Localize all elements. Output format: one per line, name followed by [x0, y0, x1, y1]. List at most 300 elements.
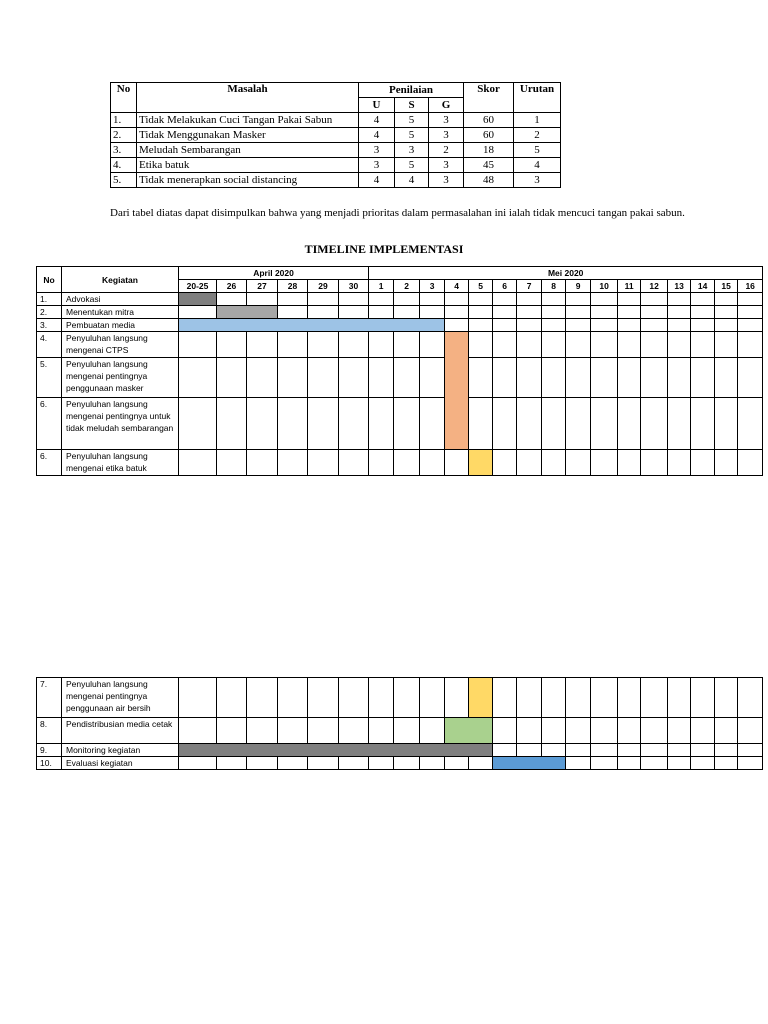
header-s: S [395, 98, 429, 113]
timeline-cell [445, 450, 469, 476]
timeline-cell [641, 306, 668, 319]
timeline-cell [420, 358, 445, 398]
timeline-cell [445, 757, 469, 770]
timeline-cell [493, 450, 517, 476]
timeline-cell [618, 450, 641, 476]
timeline-bar [445, 332, 469, 450]
timeline-cell [308, 306, 339, 319]
priority-cell-urutan: 5 [514, 143, 561, 158]
timeline-activity: Menentukan mitra [62, 306, 179, 319]
timeline-cell [339, 358, 369, 398]
priority-cell-no: 4. [111, 158, 137, 173]
timeline-cell [738, 358, 763, 398]
timeline-cell [715, 306, 738, 319]
timeline-cell [247, 678, 278, 718]
priority-cell-skor: 60 [464, 113, 514, 128]
timeline-cell [715, 757, 738, 770]
priority-row [111, 143, 561, 158]
timeline-cell [339, 332, 369, 358]
timeline-cell [308, 293, 339, 306]
timeline-row [37, 678, 763, 718]
timeline-cell [715, 332, 738, 358]
timeline-cell [517, 306, 542, 319]
timeline-cell [278, 398, 308, 450]
priority-cell-masalah: Tidak Menggunakan Masker [137, 128, 359, 143]
timeline-row-no: 3. [37, 319, 62, 332]
date-column-header: 29 [308, 280, 339, 293]
timeline-cell [278, 678, 308, 718]
timeline-cell [641, 744, 668, 757]
timeline-cell [738, 757, 763, 770]
timeline-cell [542, 450, 566, 476]
timeline-cell [493, 718, 517, 744]
conclusion-paragraph: Dari tabel diatas dapat disimpulkan bahwa yang menjadi prioritas dalam permasalahan ini ialah tidak mencuci tangan pakai sabun. [110, 207, 685, 219]
gantt-header-april: April 2020 [179, 267, 369, 280]
priority-cell-s: 5 [395, 128, 429, 143]
timeline-activity: Penyuluhan langsung mengenai etika batuk [62, 450, 179, 476]
timeline-cell [420, 757, 445, 770]
date-column-header: 13 [668, 280, 691, 293]
timeline-cell [278, 450, 308, 476]
timeline-row-no: 10. [37, 757, 62, 770]
timeline-row-no: 1. [37, 293, 62, 306]
timeline-cell [641, 450, 668, 476]
timeline-cell [566, 306, 591, 319]
priority-cell-u: 4 [359, 113, 395, 128]
timeline-cell [691, 757, 715, 770]
header-masalah: Masalah [137, 83, 359, 113]
header-urutan: Urutan [514, 83, 561, 113]
timeline-cell [369, 450, 394, 476]
timeline-row-no: 9. [37, 744, 62, 757]
header-penilaian: Penilaian [359, 83, 464, 98]
timeline-cell [738, 332, 763, 358]
timeline-cell [517, 358, 542, 398]
timeline-cell [339, 398, 369, 450]
timeline-row [37, 306, 763, 319]
timeline-row [37, 450, 763, 476]
timeline-cell [493, 332, 517, 358]
timeline-cell [308, 450, 339, 476]
timeline-cell [420, 450, 445, 476]
timeline-activity: Penyuluhan langsung mengenai pentingnya untuk tidak meludah sembarangan [62, 398, 179, 450]
timeline-cell [493, 319, 517, 332]
timeline-cell [738, 450, 763, 476]
timeline-cell [618, 319, 641, 332]
timeline-cell [278, 718, 308, 744]
timeline-cell [339, 757, 369, 770]
timeline-activity: Penyuluhan langsung mengenai CTPS [62, 332, 179, 358]
timeline-cell [715, 744, 738, 757]
timeline-cell [308, 757, 339, 770]
timeline-cell [420, 398, 445, 450]
priority-row [111, 158, 561, 173]
timeline-cell [179, 678, 217, 718]
timeline-cell [517, 319, 542, 332]
date-column-header: 8 [542, 280, 566, 293]
timeline-cell [339, 718, 369, 744]
timeline-cell [339, 306, 369, 319]
date-column-header: 11 [618, 280, 641, 293]
date-column-header: 3 [420, 280, 445, 293]
timeline-cell [591, 293, 618, 306]
timeline-cell [394, 306, 420, 319]
timeline-cell [738, 319, 763, 332]
timeline-cell [691, 293, 715, 306]
date-column-header: 20-25 [179, 280, 217, 293]
priority-cell-masalah: Meludah Sembarangan [137, 143, 359, 158]
timeline-row-no: 5. [37, 358, 62, 398]
timeline-cell [566, 678, 591, 718]
timeline-cell [394, 398, 420, 450]
header-u: U [359, 98, 395, 113]
date-column-header: 26 [217, 280, 247, 293]
timeline-cell [542, 319, 566, 332]
date-column-header: 30 [339, 280, 369, 293]
priority-cell-masalah: Tidak Melakukan Cuci Tangan Pakai Sabun [137, 113, 359, 128]
timeline-cell [715, 718, 738, 744]
timeline-cell [179, 358, 217, 398]
timeline-cell [566, 718, 591, 744]
timeline-cell [542, 744, 566, 757]
timeline-cell [641, 718, 668, 744]
timeline-row [37, 358, 763, 398]
timeline-cell [469, 398, 493, 450]
timeline-cell [738, 398, 763, 450]
timeline-cell [469, 293, 493, 306]
timeline-cell [668, 450, 691, 476]
timeline-cell [308, 718, 339, 744]
timeline-cell [394, 757, 420, 770]
priority-cell-s: 4 [395, 173, 429, 188]
date-column-header: 1 [369, 280, 394, 293]
timeline-cell [641, 293, 668, 306]
timeline-row [37, 744, 763, 757]
priority-cell-skor: 18 [464, 143, 514, 158]
timeline-bar [179, 319, 445, 332]
timeline-cell [217, 398, 247, 450]
date-column-header: 10 [591, 280, 618, 293]
priority-cell-s: 5 [395, 113, 429, 128]
timeline-cell [369, 358, 394, 398]
timeline-cell [691, 744, 715, 757]
timeline-row-no: 6. [37, 450, 62, 476]
date-column-header: 15 [715, 280, 738, 293]
timeline-cell [668, 744, 691, 757]
timeline-cell [420, 293, 445, 306]
timeline-cell [469, 306, 493, 319]
timeline-cell [691, 319, 715, 332]
timeline-activity: Penyuluhan langsung mengenai pentingnya penggunaan air bersih [62, 678, 179, 718]
timeline-cell [542, 332, 566, 358]
timeline-cell [445, 306, 469, 319]
timeline-cell [715, 450, 738, 476]
timeline-cell [278, 358, 308, 398]
timeline-cell [618, 744, 641, 757]
date-column-header: 4 [445, 280, 469, 293]
priority-cell-urutan: 4 [514, 158, 561, 173]
gantt-header-mei: Mei 2020 [369, 267, 763, 280]
timeline-row-no: 6. [37, 398, 62, 450]
timeline-cell [217, 678, 247, 718]
timeline-cell [179, 398, 217, 450]
timeline-cell [247, 757, 278, 770]
timeline-cell [493, 678, 517, 718]
date-column-header: 12 [641, 280, 668, 293]
timeline-cell [493, 306, 517, 319]
timeline-bar [217, 306, 278, 319]
timeline-row [37, 718, 763, 744]
timeline-row-no: 8. [37, 718, 62, 744]
header-skor: Skor [464, 83, 514, 113]
timeline-cell [668, 319, 691, 332]
timeline-cell [179, 757, 217, 770]
timeline-table-continued [36, 677, 763, 770]
timeline-cell [691, 306, 715, 319]
date-column-header: 14 [691, 280, 715, 293]
timeline-cell [420, 678, 445, 718]
priority-cell-s: 5 [395, 158, 429, 173]
timeline-cell [566, 332, 591, 358]
timeline-cell [339, 293, 369, 306]
timeline-activity: Pendistribusian media cetak [62, 718, 179, 744]
timeline-cell [394, 332, 420, 358]
timeline-cell [641, 358, 668, 398]
timeline-cell [493, 744, 517, 757]
timeline-row [37, 398, 763, 450]
timeline-cell [217, 293, 247, 306]
timeline-cell [591, 306, 618, 319]
timeline-cell [493, 398, 517, 450]
timeline-bar [179, 744, 493, 757]
gantt-header-kegiatan: Kegiatan [62, 267, 179, 293]
timeline-cell [445, 319, 469, 332]
timeline-cell [591, 398, 618, 450]
timeline-cell [420, 306, 445, 319]
timeline-cell [566, 744, 591, 757]
priority-cell-masalah: Tidak menerapkan social distancing [137, 173, 359, 188]
priority-cell-no: 2. [111, 128, 137, 143]
timeline-bar [179, 293, 217, 306]
date-column-header: 9 [566, 280, 591, 293]
priority-cell-u: 3 [359, 143, 395, 158]
timeline-cell [278, 293, 308, 306]
date-column-header: 28 [278, 280, 308, 293]
timeline-cell [641, 319, 668, 332]
timeline-cell [715, 358, 738, 398]
priority-cell-no: 5. [111, 173, 137, 188]
timeline-cell [691, 678, 715, 718]
timeline-cell [618, 332, 641, 358]
timeline-cell [566, 757, 591, 770]
priority-cell-u: 4 [359, 173, 395, 188]
timeline-cell [179, 450, 217, 476]
timeline-cell [668, 306, 691, 319]
timeline-cell [668, 718, 691, 744]
timeline-cell [715, 678, 738, 718]
priority-cell-g: 2 [429, 143, 464, 158]
timeline-bar [469, 678, 493, 718]
timeline-cell [469, 319, 493, 332]
priority-cell-masalah: Etika batuk [137, 158, 359, 173]
timeline-cell [517, 293, 542, 306]
timeline-activity: Pembuatan media [62, 319, 179, 332]
timeline-cell [369, 293, 394, 306]
timeline-cell [217, 332, 247, 358]
timeline-cell [517, 332, 542, 358]
priority-cell-urutan: 3 [514, 173, 561, 188]
timeline-cell [566, 450, 591, 476]
timeline-cell [668, 332, 691, 358]
timeline-cell [308, 398, 339, 450]
priority-cell-urutan: 2 [514, 128, 561, 143]
timeline-cell [445, 678, 469, 718]
timeline-cell [738, 293, 763, 306]
timeline-cell [179, 306, 217, 319]
timeline-cell [618, 718, 641, 744]
timeline-cell [369, 332, 394, 358]
timeline-cell [691, 398, 715, 450]
timeline-row [37, 332, 763, 358]
timeline-cell [542, 306, 566, 319]
timeline-cell [517, 398, 542, 450]
timeline-cell [278, 306, 308, 319]
timeline-activity: Penyuluhan langsung mengenai pentingnya penggunaan masker [62, 358, 179, 398]
timeline-cell [394, 450, 420, 476]
timeline-cell [369, 398, 394, 450]
timeline-cell [278, 757, 308, 770]
timeline-cell [566, 358, 591, 398]
timeline-cell [566, 319, 591, 332]
timeline-bar [469, 450, 493, 476]
timeline-cell [691, 332, 715, 358]
timeline-cell [247, 293, 278, 306]
timeline-cell [591, 319, 618, 332]
timeline-table [36, 266, 763, 476]
timeline-cell [517, 744, 542, 757]
header-no: No [111, 83, 137, 113]
date-column-header: 7 [517, 280, 542, 293]
timeline-cell [394, 293, 420, 306]
timeline-cell [217, 757, 247, 770]
timeline-cell [715, 293, 738, 306]
timeline-cell [420, 718, 445, 744]
timeline-row [37, 293, 763, 306]
timeline-cell [542, 293, 566, 306]
timeline-cell [618, 678, 641, 718]
gantt-header-no: No [37, 267, 62, 293]
timeline-cell [641, 398, 668, 450]
timeline-cell [641, 757, 668, 770]
date-column-header: 6 [493, 280, 517, 293]
priority-row [111, 128, 561, 143]
timeline-cell [668, 358, 691, 398]
priority-cell-g: 3 [429, 128, 464, 143]
priority-cell-skor: 48 [464, 173, 514, 188]
timeline-cell [618, 398, 641, 450]
priority-cell-no: 1. [111, 113, 137, 128]
timeline-cell [566, 293, 591, 306]
timeline-cell [247, 718, 278, 744]
timeline-cell [566, 398, 591, 450]
timeline-cell [738, 678, 763, 718]
date-column-header: 2 [394, 280, 420, 293]
timeline-title: TIMELINE IMPLEMENTASI [304, 242, 464, 256]
timeline-row [37, 319, 763, 332]
timeline-cell [738, 306, 763, 319]
timeline-bar [445, 718, 493, 744]
timeline-cell [308, 358, 339, 398]
timeline-cell [469, 757, 493, 770]
timeline-cell [542, 678, 566, 718]
timeline-cell [591, 332, 618, 358]
timeline-cell [394, 718, 420, 744]
timeline-cell [179, 718, 217, 744]
timeline-cell [517, 718, 542, 744]
timeline-cell [641, 678, 668, 718]
timeline-cell [217, 718, 247, 744]
timeline-cell [369, 757, 394, 770]
timeline-cell [394, 678, 420, 718]
priority-cell-skor: 60 [464, 128, 514, 143]
priority-cell-s: 3 [395, 143, 429, 158]
timeline-activity: Monitoring kegiatan [62, 744, 179, 757]
timeline-cell [369, 306, 394, 319]
timeline-cell [591, 358, 618, 398]
priority-cell-urutan: 1 [514, 113, 561, 128]
timeline-row [37, 757, 763, 770]
priority-cell-u: 4 [359, 128, 395, 143]
timeline-cell [715, 319, 738, 332]
timeline-activity: Evaluasi kegiatan [62, 757, 179, 770]
timeline-cell [217, 358, 247, 398]
timeline-cell [668, 757, 691, 770]
timeline-cell [493, 293, 517, 306]
timeline-row-no: 4. [37, 332, 62, 358]
timeline-cell [308, 332, 339, 358]
timeline-cell [668, 398, 691, 450]
date-column-header: 27 [247, 280, 278, 293]
timeline-cell [691, 358, 715, 398]
timeline-cell [247, 358, 278, 398]
timeline-cell [493, 358, 517, 398]
timeline-cell [591, 718, 618, 744]
priority-cell-g: 3 [429, 158, 464, 173]
header-g: G [429, 98, 464, 113]
timeline-cell [668, 678, 691, 718]
date-column-header: 16 [738, 280, 763, 293]
timeline-row-no: 7. [37, 678, 62, 718]
timeline-cell [308, 678, 339, 718]
timeline-cell [469, 358, 493, 398]
timeline-cell [738, 744, 763, 757]
timeline-row-no: 2. [37, 306, 62, 319]
timeline-cell [469, 332, 493, 358]
timeline-cell [641, 332, 668, 358]
timeline-cell [445, 293, 469, 306]
timeline-activity: Advokasi [62, 293, 179, 306]
priority-row [111, 173, 561, 188]
priority-row [111, 113, 561, 128]
timeline-cell [247, 450, 278, 476]
timeline-cell [517, 450, 542, 476]
timeline-cell [591, 450, 618, 476]
timeline-cell [339, 450, 369, 476]
timeline-cell [591, 744, 618, 757]
timeline-cell [339, 678, 369, 718]
date-column-header: 5 [469, 280, 493, 293]
timeline-cell [179, 332, 217, 358]
